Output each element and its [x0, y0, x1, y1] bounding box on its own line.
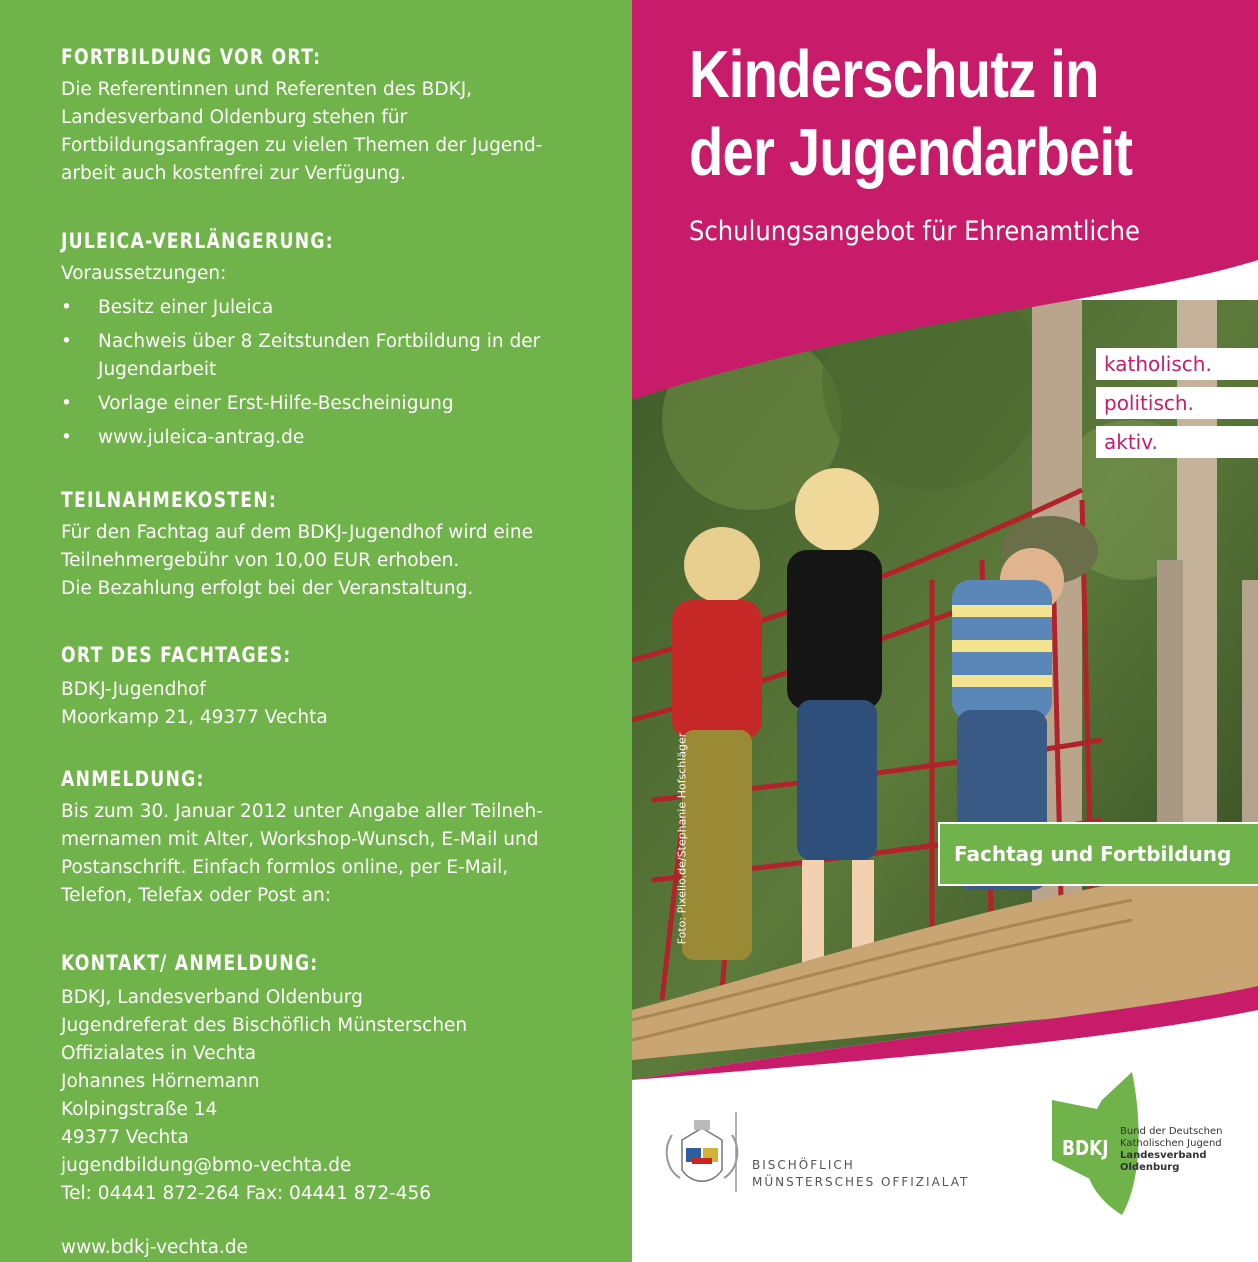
list-item: • Nachweis über 8 Zeitstunden Fortbildung in der Jugendarbeit: [61, 331, 541, 380]
section-body: [61, 676, 621, 732]
section-body: [61, 519, 621, 603]
bdkj-label: Bund der Deutschen Katholischen Jugend Landesverband Oldenburg: [1120, 1126, 1223, 1173]
cover-subtitle: Schulungsangebot für Ehrenamtliche: [689, 216, 1140, 247]
text-line: Landesverband Oldenburg stehen für: [61, 107, 408, 128]
text-line: Die Referentinnen und Referenten des BDKJ,: [61, 79, 473, 100]
list-item: • Vorlage einer Erst-Hilfe-Bescheinigung: [61, 393, 454, 414]
section-fortbildung: [61, 44, 621, 188]
section-body: [61, 76, 621, 188]
section-juleica: [61, 228, 621, 458]
section-heading: FORTBILDUNG VOR ORT:: [61, 45, 322, 69]
text-line: Für den Fachtag auf dem BDKJ-Jugendhof wird eine: [61, 522, 534, 543]
text-line: Johannes Hörnemann: [61, 1071, 260, 1092]
section-heading: TEILNAHMEKOSTEN:: [61, 488, 278, 512]
section-anmeldung: [61, 766, 621, 910]
photo-credit: Foto: Pixelio.de/Stephanie Hofschläger: [675, 732, 689, 945]
section-body: [61, 984, 621, 1208]
text-line: Fortbildungsanfragen zu vielen Themen der Jugend-: [61, 135, 543, 156]
requirements-list: [61, 294, 621, 452]
section-kontakt: [61, 950, 621, 1208]
bmo-line-2: MÜNSTERSCHES OFFIZIALAT: [752, 1175, 970, 1189]
cover-panel: [632, 0, 1258, 1262]
text-line: arbeit auch kostenfrei zur Verfügung.: [61, 163, 406, 184]
title-line-2: der Jugendarbeit: [689, 115, 1133, 190]
text-line: BDKJ, Landesverband Oldenburg: [61, 987, 363, 1008]
text-line: 49377 Vechta: [61, 1127, 189, 1148]
bdkj-logo-text: BDKJ: [1062, 1136, 1109, 1160]
section-kosten: [61, 487, 621, 603]
tag-katholisch: katholisch.: [1096, 348, 1258, 380]
phone-fax-line: Tel: 04441 872-264 Fax: 04441 872-456: [61, 1183, 432, 1204]
bmo-line-1: BISCHÖFLICH: [752, 1158, 855, 1172]
website-link[interactable]: www.bdkj-vechta.de: [61, 1237, 248, 1258]
section-heading: KONTAKT/ ANMELDUNG:: [61, 951, 319, 975]
section-heading: JULEICA-VERLÄNGERUNG:: [61, 229, 334, 253]
text-line: Telefon, Telefax oder Post an:: [61, 885, 331, 906]
list-item-link[interactable]: • www.juleica-antrag.de: [61, 427, 305, 448]
text-line: BDKJ-Jugendhof: [61, 679, 206, 700]
section-heading: ANMELDUNG:: [61, 767, 205, 791]
list-item: • Besitz einer Juleica: [61, 297, 274, 318]
tag-politisch: politisch.: [1096, 387, 1258, 419]
cover-title: [689, 36, 1132, 192]
text-line: mernamen mit Alter, Workshop-Wunsch, E-Mail und: [61, 829, 539, 850]
email-link[interactable]: jugendbildung@bmo-vechta.de: [61, 1155, 352, 1176]
section-heading: ORT DES FACHTAGES:: [61, 643, 292, 667]
tag-aktiv: aktiv.: [1096, 426, 1258, 458]
text-line: Die Bezahlung erfolgt bei der Veranstaltung.: [61, 578, 474, 599]
text-line: Moorkamp 21, 49377 Vechta: [61, 707, 328, 728]
text-line: Postanschrift. Einfach formlos online, per E-Mail,: [61, 857, 509, 878]
section-intro: Voraussetzungen:: [61, 263, 227, 284]
text-line: Jugendreferat des Bischöflich Münsterschen: [61, 1015, 468, 1036]
bmo-label: [752, 1157, 969, 1191]
section-ort: [61, 642, 621, 732]
text-line: Offizialates in Vechta: [61, 1043, 257, 1064]
text-line: Kolpingstraße 14: [61, 1099, 218, 1120]
fachtag-banner: Fachtag und Fortbildung: [938, 822, 1258, 886]
text-line: Teilnehmergebühr von 10,00 EUR erhoben.: [61, 550, 460, 571]
title-line-1: Kinderschutz in: [689, 37, 1099, 112]
text-line: Bis zum 30. Januar 2012 unter Angabe aller Teilneh-: [61, 801, 543, 822]
section-body: [61, 798, 621, 910]
